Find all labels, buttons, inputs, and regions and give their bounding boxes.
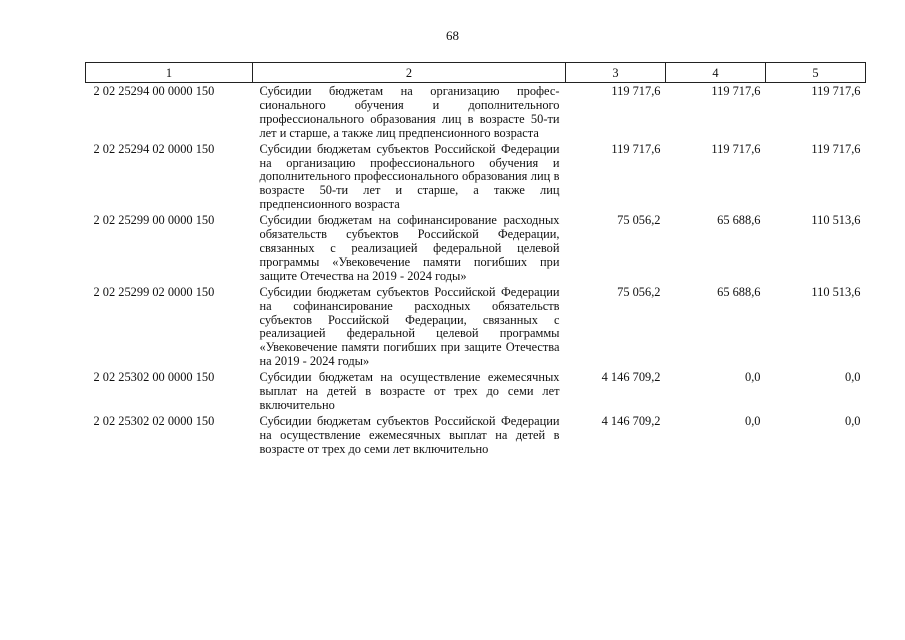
subsidy-name-cell: Субсидии бюджетам на софинансирование расходных обязательств субъектов Российской Федерации, связанных с реализацией федеральной целевой программы «Увековечение памяти погибших при защите Отечества на 2019 - 2024 годы» <box>259 213 560 283</box>
budget-code-cell: 2 02 25302 02 0000 150 <box>93 413 215 428</box>
amount-col3-cell: 4 146 709,2 <box>601 413 661 428</box>
amount-col4-cell: 0,0 <box>745 413 761 428</box>
budget-revenue-table <box>85 62 866 459</box>
amount-col4-cell: 119 717,6 <box>711 84 761 98</box>
amount-col3-cell: 119 717,6 <box>611 84 661 98</box>
subsidy-name-cell: Субсидии бюджетам субъектов Российской Федерации на софинансирование расходных обязательств субъектов Российской Федерации, связанных с реализацией федеральной целевой программы «Увековечение памяти погибших при защите Отечества на 2019 - 2024 годы» <box>259 284 560 369</box>
subsidy-name-cell: Субсидии бюджетам на организацию профессионального обучения и дополнительного профессионального образования лиц в возрасте 50-ти лет и старше, а также лиц предпенсионного возраста <box>259 84 560 140</box>
budget-code-cell: 2 02 25299 00 0000 150 <box>93 213 215 228</box>
amount-col5-cell: 0,0 <box>845 413 861 428</box>
amount-col5-cell: 110 513,6 <box>811 213 861 228</box>
table-row <box>86 214 866 286</box>
amount-col3-cell: 75 056,2 <box>617 213 661 228</box>
budget-code-cell: 2 02 25299 02 0000 150 <box>93 284 215 299</box>
column-header-3: 3 <box>566 63 666 83</box>
table-row <box>86 83 866 143</box>
amount-col4-cell: 119 717,6 <box>711 141 761 156</box>
column-header-4: 4 <box>666 63 766 83</box>
table-row <box>86 143 866 215</box>
amount-col4-cell: 65 688,6 <box>717 213 761 228</box>
amount-col5-cell: 0,0 <box>845 370 861 385</box>
page-number: 68 <box>446 28 459 43</box>
amount-col3-cell: 119 717,6 <box>611 141 661 156</box>
budget-code-cell: 2 02 25294 02 0000 150 <box>93 141 215 156</box>
amount-col5-cell: 119 717,6 <box>811 141 861 156</box>
table-header <box>86 63 866 83</box>
amount-col4-cell: 0,0 <box>745 370 761 385</box>
column-header-1: 1 <box>86 63 253 83</box>
subsidy-name-cell: Субсидии бюджетам субъектов Российской Федерации на осуществление ежемесячных выплат на детей в возрасте от трех до семи лет включительно <box>259 413 560 456</box>
table-body <box>86 83 866 459</box>
column-header-2: 2 <box>253 63 566 83</box>
table-row <box>86 371 866 415</box>
amount-col3-cell: 75 056,2 <box>617 284 661 299</box>
header-row <box>86 63 866 83</box>
column-header-5: 5 <box>766 63 866 83</box>
amount-col3-cell: 4 146 709,2 <box>601 370 661 385</box>
amount-col5-cell: 119 717,6 <box>811 84 861 98</box>
budget-code-cell: 2 02 25294 00 0000 150 <box>93 84 215 98</box>
table-row <box>86 415 866 459</box>
subsidy-name-cell: Субсидии бюджетам субъектов Российской Федерации на организацию профессионального обучения и дополнительного профессионального образования лиц в возрасте 50-ти лет и старше, а также лиц предпенсионного возраста <box>259 141 560 212</box>
amount-col5-cell: 110 513,6 <box>811 284 861 299</box>
table-row <box>86 286 866 371</box>
amount-col4-cell: 65 688,6 <box>717 284 761 299</box>
subsidy-name-cell: Субсидии бюджетам на осуществление ежемесячных выплат на детей в возрасте от трех до семи лет включительно <box>259 370 560 412</box>
budget-code-cell: 2 02 25302 00 0000 150 <box>93 370 215 385</box>
